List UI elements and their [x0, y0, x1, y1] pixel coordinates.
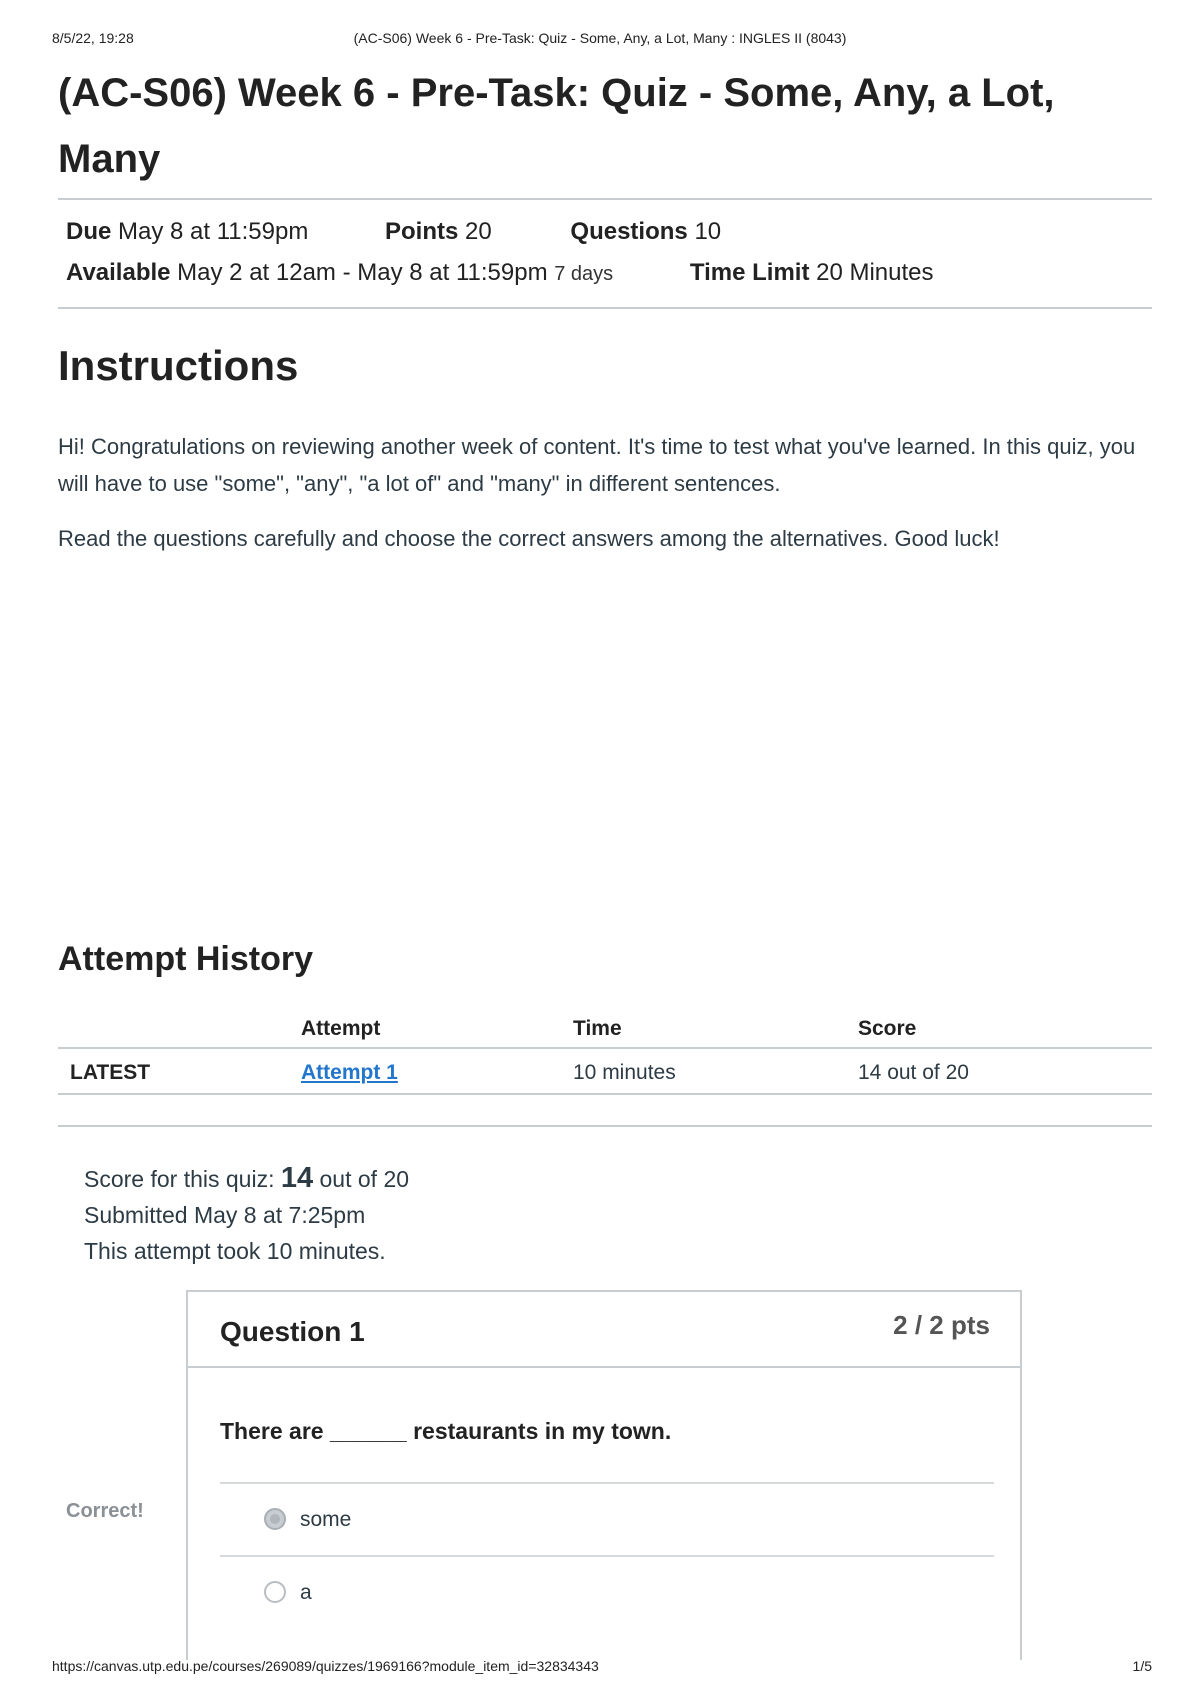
answer-label: a [300, 1581, 312, 1604]
answer-option[interactable] [220, 1555, 994, 1627]
question-title: Question 1 [220, 1316, 365, 1347]
time-limit-value: 20 Minutes [816, 259, 934, 286]
radio-selected-icon[interactable] [264, 1508, 286, 1530]
points-label: Points [385, 218, 459, 245]
radio-unselected-icon[interactable] [264, 1581, 286, 1603]
table-header-row [58, 1005, 1152, 1049]
due-meta [66, 218, 308, 246]
score-value: 14 [280, 1162, 314, 1194]
questions-value: 10 [694, 218, 722, 245]
table-row [58, 1049, 1152, 1095]
attempt-score: 14 out of 20 [858, 1061, 969, 1084]
instructions-paragraph: Read the questions carefully and choose the correct answers among the alternatives. Good luck! [58, 526, 1000, 551]
correct-flag: Correct! [66, 1500, 144, 1522]
divider [58, 1125, 1152, 1127]
time-limit-meta [690, 259, 934, 287]
due-label: Due [66, 218, 112, 245]
latest-tag: LATEST [70, 1061, 151, 1084]
print-page-number: 1/5 [1132, 1658, 1152, 1674]
question-text: There are ______ restaurants in my town. [220, 1418, 672, 1444]
column-header-attempt: Attempt [301, 1017, 381, 1040]
points-value: 20 [465, 218, 492, 245]
attempt-history-table [58, 1005, 1152, 1095]
instructions-heading: Instructions [58, 342, 299, 389]
duration-line: This attempt took 10 minutes. [84, 1238, 386, 1264]
questions-meta [570, 218, 721, 246]
available-meta [66, 259, 613, 287]
score-suffix: out of 20 [319, 1166, 410, 1192]
divider [58, 198, 1152, 200]
instructions-paragraph: Hi! Congratulations on reviewing another week of content. It's time to test what you've learned. In this quiz, you will have to use "some", "any", "a lot of" and "many" in different sentences. [58, 434, 1136, 496]
points-meta [385, 218, 492, 246]
question-header [188, 1292, 1020, 1368]
answer-option[interactable] [220, 1482, 994, 1554]
available-label: Available [66, 259, 171, 286]
print-title: (AC-S06) Week 6 - Pre-Task: Quiz - Some, Any, a Lot, Many : INGLES II (8043) [353, 30, 847, 46]
question-1-card [186, 1290, 1022, 1660]
print-date: 8/5/22, 19:28 [52, 30, 134, 46]
flag-gap [184, 1478, 186, 1536]
available-days: 7 days [554, 263, 614, 285]
time-limit-label: Time Limit [689, 259, 810, 286]
due-value: May 8 at 11:59pm [118, 218, 309, 245]
attempt-history-heading: Attempt History [58, 940, 314, 978]
divider [58, 307, 1152, 309]
page-title: (AC-S06) Week 6 - Pre-Task: Quiz - Some, Any, a Lot, Many [58, 71, 1055, 181]
quiz-score-line [84, 1162, 409, 1195]
column-header-score: Score [858, 1017, 917, 1040]
score-prefix: Score for this quiz: [84, 1166, 275, 1192]
column-header-time: Time [573, 1017, 622, 1040]
questions-label: Questions [570, 218, 688, 245]
answer-label: some [300, 1508, 352, 1531]
quiz-meta-row-1 [66, 218, 721, 246]
question-points: 2 / 2 pts [893, 1310, 990, 1340]
print-header [0, 30, 1200, 50]
print-url: https://canvas.utp.edu.pe/courses/269089/quizzes/1969166?module_item_id=32834343 [52, 1658, 599, 1674]
submitted-line: Submitted May 8 at 7:25pm [84, 1202, 366, 1228]
attempt-1-link[interactable]: Attempt 1 [301, 1061, 398, 1084]
attempt-time: 10 minutes [573, 1061, 676, 1084]
available-value: May 2 at 12am - May 8 at 11:59pm [177, 259, 548, 286]
quiz-meta-row-2 [66, 259, 934, 287]
